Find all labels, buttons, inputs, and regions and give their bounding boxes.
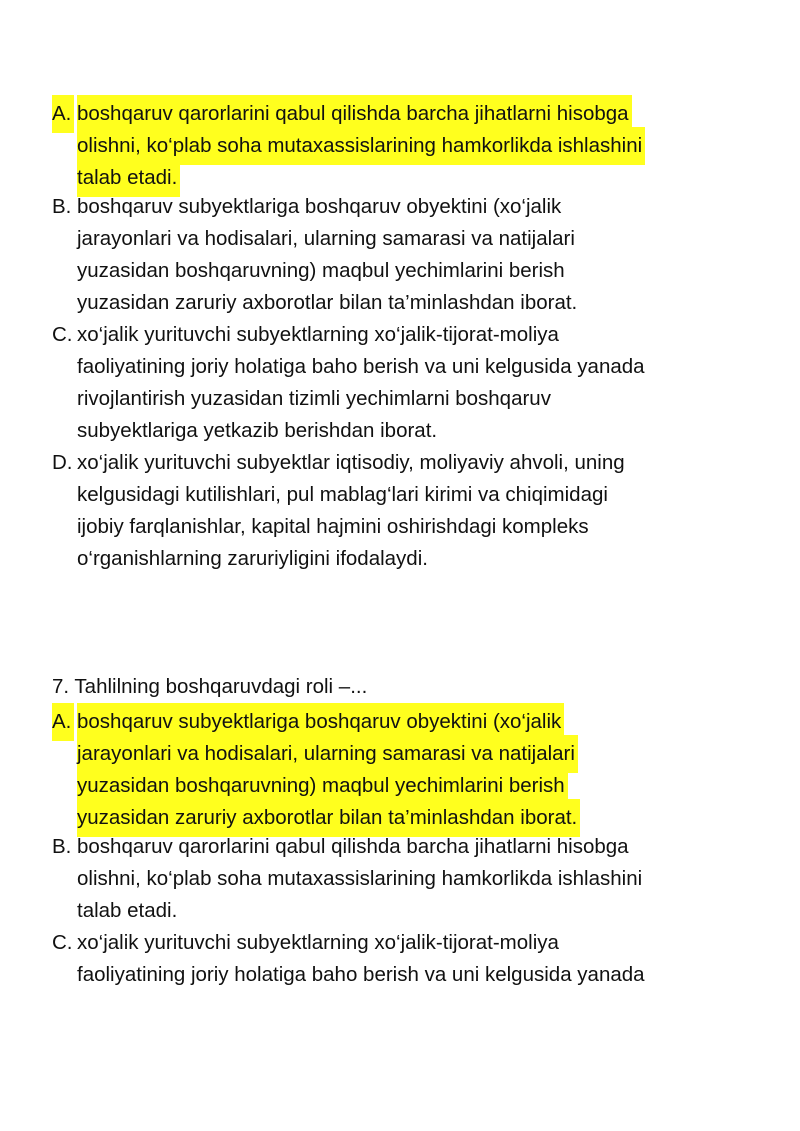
option-text-line: yuzasidan boshqaruvning) maqbul yechimlarini berish (77, 259, 565, 282)
option-c (52, 319, 712, 447)
option-line (52, 735, 712, 767)
option-letter: B. (52, 835, 72, 858)
option-a-correct (52, 703, 712, 831)
option-line (52, 95, 712, 127)
option-line (52, 799, 712, 831)
option-text-line: faoliyatining joriy holatiga baho berish va uni kelgusida yanada (77, 355, 645, 378)
question-7 (52, 671, 712, 991)
option-line (52, 319, 712, 351)
option-line (52, 863, 712, 895)
option-line (52, 959, 712, 991)
option-text-line: yuzasidan zaruriy axborotlar bilan ta’minlashdan iborat. (77, 291, 578, 314)
option-text-line: subyektlariga yetkazib berishdan iborat. (77, 419, 438, 442)
option-text-line: boshqaruv subyektlariga boshqaruv obyektini (xo‘jalik (77, 703, 564, 741)
option-line (52, 223, 712, 255)
option-text-line: olishni, ko‘plab soha mutaxassislarining hamkorlikda ishlashini (77, 867, 643, 890)
option-b (52, 831, 712, 927)
option-line (52, 447, 712, 479)
option-line (52, 351, 712, 383)
option-text-line: boshqaruv subyektlariga boshqaruv obyektini (xo‘jalik (77, 195, 562, 218)
option-line (52, 543, 712, 575)
option-text-line: ijobiy farqlanishlar, kapital hajmini oshirishdagi kompleks (77, 515, 589, 538)
option-line (52, 287, 712, 319)
option-text-line: talab etadi. (77, 899, 178, 922)
option-text-line: boshqaruv qarorlarini qabul qilishda barcha jihatlarni hisobga (77, 835, 629, 858)
option-line (52, 703, 712, 735)
option-letter: C. (52, 931, 73, 954)
question-title: 7. Tahlilning boshqaruvdagi roli –... (52, 675, 368, 698)
option-d (52, 447, 712, 575)
option-letter: A. (52, 703, 74, 741)
option-text-line: o‘rganishlarning zaruriyligini ifodalaydi. (77, 547, 428, 570)
question-6-options (52, 95, 712, 575)
option-line (52, 511, 712, 543)
option-line (52, 383, 712, 415)
option-text-line: yuzasidan zaruriy axborotlar bilan ta’minlashdan iborat. (77, 799, 580, 837)
option-line (52, 479, 712, 511)
option-text-line: yuzasidan boshqaruvning) maqbul yechimlarini berish (77, 767, 568, 805)
option-text-line: xo‘jalik yurituvchi subyektlar iqtisodiy, moliyaviy ahvoli, uning (77, 451, 625, 474)
option-line (52, 767, 712, 799)
option-text-line: rivojlantirish yuzasidan tizimli yechimlarni boshqaruv (77, 387, 551, 410)
option-text-line: jarayonlari va hodisalari, ularning samarasi va natijalari (77, 735, 578, 773)
option-b (52, 191, 712, 319)
option-line (52, 159, 712, 191)
option-c (52, 927, 712, 991)
option-text-line: jarayonlari va hodisalari, ularning samarasi va natijalari (77, 227, 575, 250)
option-letter: B. (52, 195, 72, 218)
option-letter: D. (52, 451, 73, 474)
option-text-line: xo‘jalik yurituvchi subyektlarning xo‘jalik-tijorat-moliya (77, 931, 559, 954)
option-letter: A. (52, 95, 74, 133)
option-a-correct (52, 95, 712, 191)
option-line (52, 895, 712, 927)
option-line (52, 831, 712, 863)
option-letter: C. (52, 323, 73, 346)
option-text-line: olishni, ko‘plab soha mutaxassislarining hamkorlikda ishlashini (77, 127, 645, 165)
option-text-line: xo‘jalik yurituvchi subyektlarning xo‘jalik-tijorat-moliya (77, 323, 559, 346)
option-line (52, 255, 712, 287)
option-line (52, 127, 712, 159)
option-line (52, 191, 712, 223)
option-text-line: talab etadi. (77, 159, 180, 197)
option-line (52, 415, 712, 447)
option-text-line: boshqaruv qarorlarini qabul qilishda barcha jihatlarni hisobga (77, 95, 632, 133)
option-text-line: faoliyatining joriy holatiga baho berish va uni kelgusida yanada (77, 963, 645, 986)
option-line (52, 927, 712, 959)
option-text-line: kelgusidagi kutilishlari, pul mablag‘lari kirimi va chiqimidagi (77, 483, 608, 506)
